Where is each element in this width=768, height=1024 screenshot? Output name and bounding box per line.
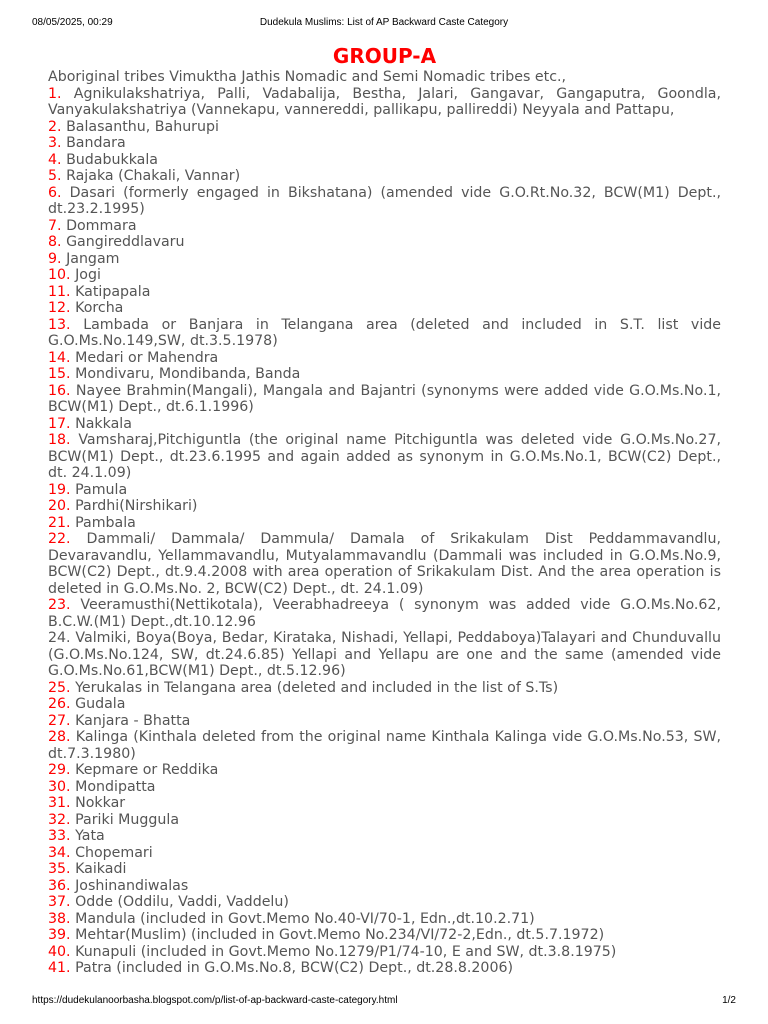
list-item (48, 960, 721, 977)
list-item (48, 878, 721, 895)
list-item-text: Dammali/ Dammala/ Dammula/ Damala of Srikakulam Dist Peddammavandlu, Devaravandlu, Yellammavandlu, Mutyalammavandlu (Dammali was included in G.O.Ms.No.9, BCW(C2) Dept., dt.9.4.2008 with area operation of Srikakulam Dist. And the area operation is deleted in G.O.Ms.No. 2, BCW(C2) Dept., dt. 24.1.09) (48, 531, 721, 597)
list-item (48, 713, 721, 730)
list-item-number: 11. (48, 283, 71, 300)
list-item-number: 2. (48, 118, 62, 135)
list-item-number: 26. (48, 696, 71, 712)
list-item-text: Mondipatta (75, 778, 156, 795)
list-item-number: 10. (48, 267, 71, 283)
list-item-number: 3. (48, 135, 62, 151)
list-item-number: 34. (48, 844, 71, 861)
list-item-number: 36. (48, 877, 71, 894)
list-item-text: Pamula (75, 481, 128, 498)
list-item (48, 416, 721, 433)
list-item (48, 300, 721, 317)
list-item-number: 7. (48, 217, 62, 234)
list-item-text: Korcha (75, 300, 124, 316)
list-item (48, 168, 721, 185)
list-item (48, 366, 721, 383)
list-item-text: Chopemari (75, 844, 153, 861)
list-item (48, 251, 721, 268)
list-item-number: 17. (48, 415, 71, 432)
list-item (48, 828, 721, 845)
list-item-text: Nokkar (75, 795, 126, 811)
list-item (48, 795, 721, 812)
list-item (48, 383, 721, 416)
list-item (48, 894, 721, 911)
list-item (48, 696, 721, 713)
list-item-text: Dasari (formerly engaged in Bikshatana) (amended vide G.O.Rt.No.32, BCW(M1) Dept., dt.23.2.1995) (48, 184, 721, 217)
list-item-text: Yata (75, 828, 105, 844)
list-item-text: Katipapala (75, 283, 151, 300)
list-item (48, 432, 721, 482)
list-item (48, 317, 721, 350)
list-item-number: 5. (48, 168, 62, 184)
list-item-text: Mehtar(Muslim) (included in Govt.Memo No.234/VI/72-2,Edn., dt.5.7.1972) (75, 927, 605, 943)
list-item (48, 152, 721, 169)
list-item-number: 22. (48, 531, 71, 547)
list-item (48, 284, 721, 301)
group-intro: Aboriginal tribes Vimuktha Jathis Nomadic and Semi Nomadic tribes etc., (48, 69, 567, 85)
list-item-number: 19. (48, 481, 71, 498)
list-item (48, 779, 721, 796)
page-content (48, 44, 721, 977)
list-item-text: Agnikulakshatriya, Palli, Vadabalija, Bestha, Jalari, Gangavar, Gangaputra, Goondla, Vanyakulakshatriya (Vannekapu, vannereddi, pallikapu, pallireddi) Neyyala and Pattapu, (48, 85, 721, 118)
list-item-number: 39. (48, 927, 71, 943)
list-item (48, 762, 721, 779)
print-page-title: Dudekula Muslims: List of AP Backward Caste Category (259, 17, 509, 28)
print-footer (32, 995, 736, 1009)
list-item-text: Mondivaru, Mondibanda, Banda (75, 366, 301, 382)
list-item-number: 9. (48, 250, 62, 267)
list-item (48, 86, 721, 119)
list-item-text: Kepmare or Reddika (75, 762, 219, 778)
list-item-text: Kunapuli (included in Govt.Memo No.1279/P1/74-10, E and SW, dt.3.8.1975) (75, 943, 617, 960)
list-item-text: Veeramusthi(Nettikotala), Veerabhadreeya ( synonym was added vide G.O.Ms.No.62, B.C.W.(M1) Dept.,dt.10.12.96 (48, 597, 721, 630)
print-page-number: 1/2 (722, 995, 736, 1006)
list-item (48, 267, 721, 284)
list-item (48, 498, 721, 515)
list-item (48, 944, 721, 961)
list-item-number: 33. (48, 828, 71, 844)
list-item-number: 21. (48, 514, 71, 531)
print-header (32, 17, 736, 31)
list-item (48, 729, 721, 762)
list-item-text: Vamsharaj,Pitchiguntla (the original name Pitchiguntla was deleted vide G.O.Ms.No.27, BCW(M1) Dept., dt.23.6.1995 and again added as synonym in G.O.Ms.No.1, BCW(C2) Dept., dt. 24.1.09) (48, 432, 721, 481)
list-item-text: Balasanthu, Bahurupi (66, 118, 219, 135)
list-item-text: Jangam (66, 250, 120, 267)
list-item-number: 18. (48, 432, 71, 448)
list-item-text: Patra (included in G.O.Ms.No.8, BCW(C2) Dept., dt.28.8.2006) (75, 960, 514, 976)
print-datetime: 08/05/2025, 00:29 (32, 17, 113, 28)
list-item-number: 16. (48, 382, 71, 399)
caste-list (48, 86, 721, 977)
list-item-number: 40. (48, 943, 71, 960)
list-item-text: Pariki Muggula (75, 811, 180, 828)
list-item-number: 14. (48, 349, 71, 366)
list-item-text: Kaikadi (75, 861, 127, 877)
list-item-text: Bandara (66, 135, 126, 151)
list-item-number: 37. (48, 894, 71, 910)
list-item-text: Pambala (75, 514, 136, 531)
list-item-number: 38. (48, 910, 71, 927)
list-item-number: 15. (48, 366, 71, 382)
group-title: GROUP-A (332, 44, 437, 68)
list-item-text: Kanjara - Bhatta (75, 712, 191, 729)
list-item-number: 29. (48, 762, 71, 778)
list-item (48, 680, 721, 697)
list-item (48, 845, 721, 862)
list-item (48, 812, 721, 829)
list-item (48, 911, 721, 928)
list-item-number: 27. (48, 712, 71, 729)
list-item-text: Kalinga (Kinthala deleted from the original name Kinthala Kalinga vide G.O.Ms.No.53, SW, dt.7.3.1980) (48, 729, 721, 762)
list-item-text: Gudala (75, 696, 126, 712)
list-item (48, 234, 721, 251)
print-url: https://dudekulanoorbasha.blogspot.com/p/list-of-ap-backward-caste-category.html (32, 995, 398, 1006)
list-item-text: Lambada or Banjara in Telangana area (deleted and included in S.T. list vide G.O.Ms.No.149,SW, dt.3.5.1978) (48, 316, 721, 349)
list-item (48, 630, 721, 680)
list-item (48, 218, 721, 235)
list-item-text: Mandula (included in Govt.Memo No.40-VI/70-1, Edn.,dt.10.2.71) (75, 910, 535, 927)
list-item-text: Jogi (75, 267, 101, 283)
list-item-text: Budabukkala (66, 151, 158, 168)
list-item-number: 4. (48, 151, 62, 168)
list-item-text: Nakkala (75, 415, 132, 432)
list-item-number: 24. (48, 630, 71, 646)
list-item (48, 350, 721, 367)
list-item-number: 32. (48, 811, 71, 828)
list-item-text: Medari or Mahendra (75, 349, 219, 366)
list-item-number: 35. (48, 861, 71, 877)
list-item-number: 31. (48, 795, 71, 811)
list-item-text: Gangireddlavaru (66, 234, 185, 250)
list-item-number: 12. (48, 300, 71, 316)
list-item-text: Yerukalas in Telangana area (deleted and included in the list of S.Ts) (75, 679, 559, 696)
list-item-number: 30. (48, 778, 71, 795)
list-item-number: 41. (48, 960, 71, 976)
list-item-number: 25. (48, 679, 71, 696)
list-item-number: 6. (48, 184, 62, 201)
list-item-text: Joshinandiwalas (75, 877, 189, 894)
list-item-text: Dommara (66, 217, 137, 234)
list-item (48, 185, 721, 218)
list-item-text: Pardhi(Nirshikari) (75, 498, 198, 514)
list-item-number: 20. (48, 498, 71, 514)
list-item (48, 135, 721, 152)
list-item-text: Rajaka (Chakali, Vannar) (66, 168, 241, 184)
list-item-number: 28. (48, 729, 71, 745)
list-item (48, 119, 721, 136)
list-item (48, 531, 721, 597)
list-item-number: 13. (48, 316, 71, 333)
list-item (48, 597, 721, 630)
list-item-number: 23. (48, 597, 71, 613)
list-item-text: Odde (Oddilu, Vaddi, Vaddelu) (75, 894, 289, 910)
list-item-number: 1. (48, 85, 62, 102)
list-item (48, 861, 721, 878)
list-item-number: 8. (48, 234, 62, 250)
list-item (48, 927, 721, 944)
list-item-text: Valmiki, Boya(Boya, Bedar, Kirataka, Nishadi, Yellapi, Peddaboya)Talayari and Chunduvallu (G.O.Ms.No.124, SW, dt.24.6.85) Yellapi and Yellapu are one and the same (amended vide G.O.Ms.No.61,BCW(M1) Dept., dt.5.12.96) (48, 630, 721, 679)
list-item-text: Nayee Brahmin(Mangali), Mangala and Bajantri (synonyms were added vide G.O.Ms.No.1, BCW(M1) Dept., dt.6.1.1996) (48, 382, 722, 415)
list-item (48, 482, 721, 499)
list-item (48, 515, 721, 532)
